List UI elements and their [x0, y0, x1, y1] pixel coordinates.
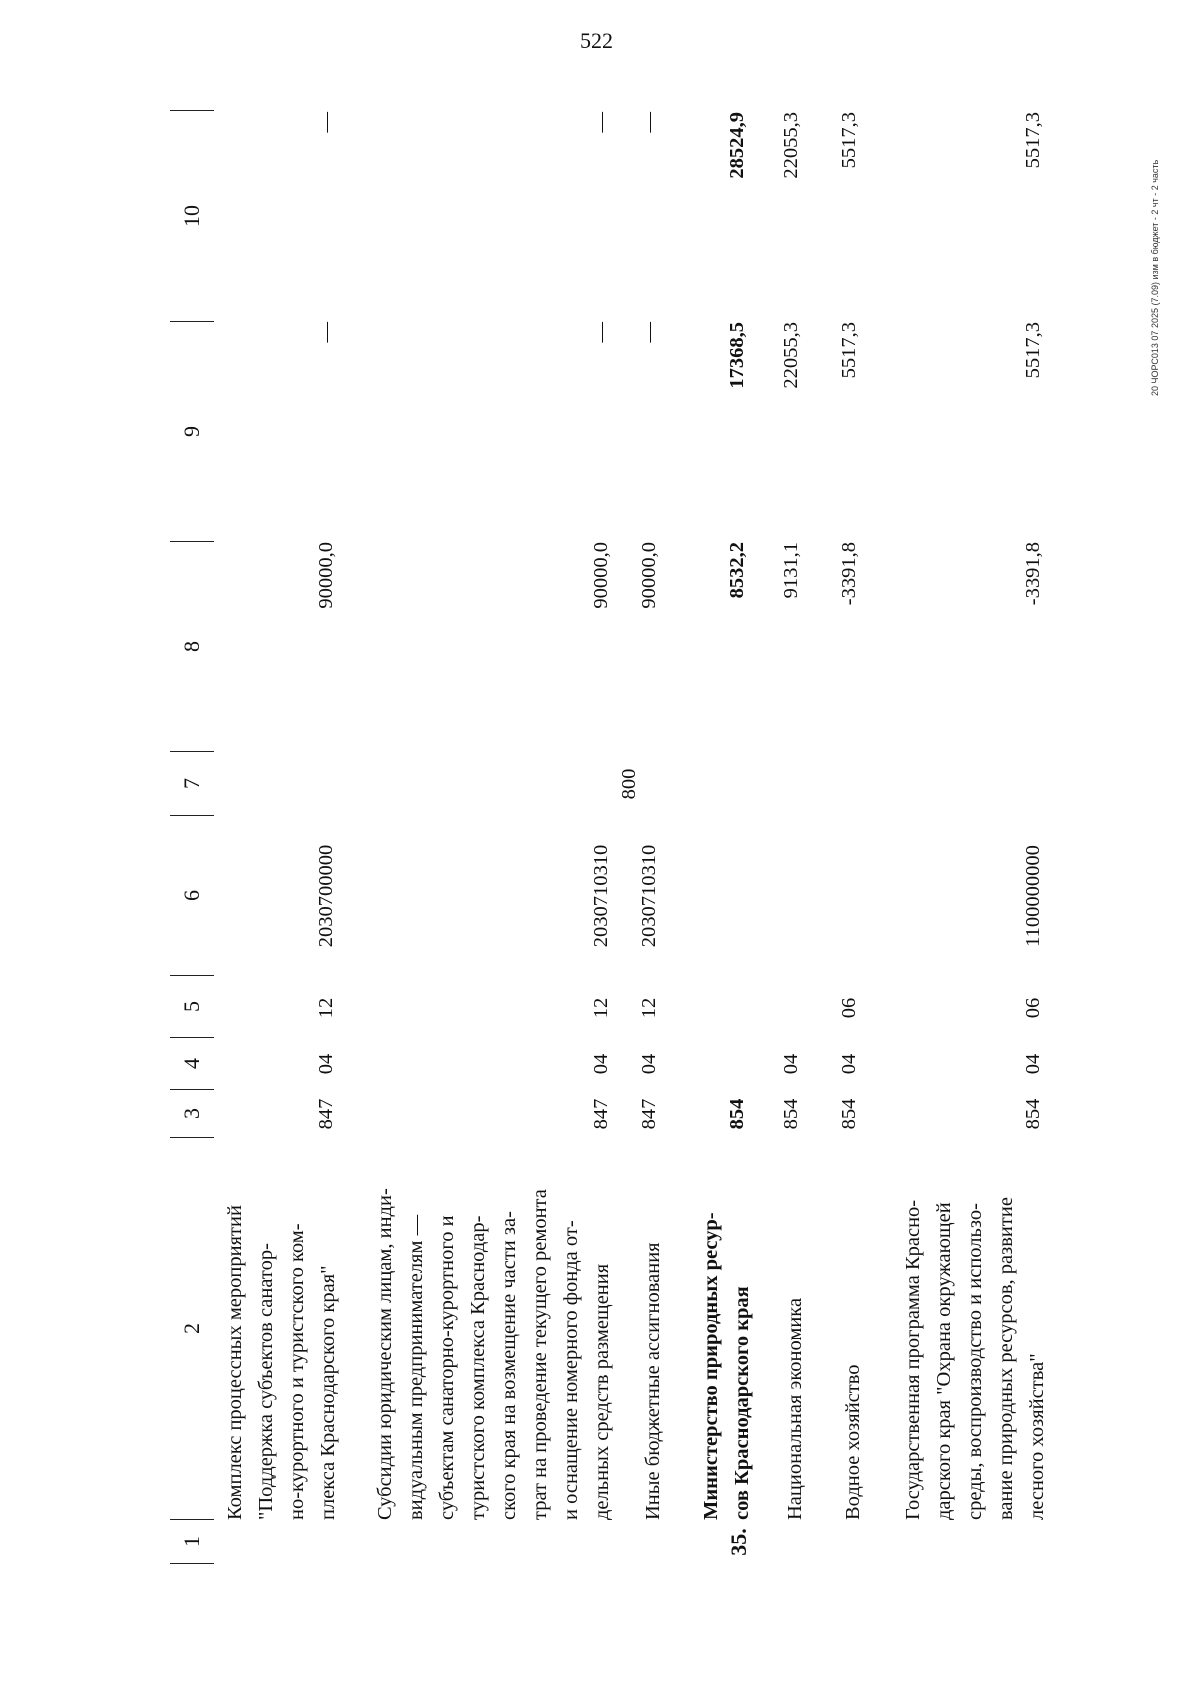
table-row	[838, 104, 878, 1564]
table-header	[170, 104, 214, 1564]
cell-amount-col8: 9131,1	[780, 542, 802, 599]
header-col-2: 2	[170, 1138, 214, 1520]
budget-table	[170, 104, 1090, 1564]
row-name	[370, 1140, 618, 1520]
cell-target-article: 2030700000	[315, 844, 337, 948]
row-name-line: вание природных ресурсов, развитие	[995, 1197, 1017, 1520]
cell-amount-col9: —	[590, 322, 612, 343]
row-name-line: субъектам санаторно-курортного и	[436, 1215, 458, 1520]
row-name-line: плекса Краснодарского края"	[317, 1265, 339, 1520]
cell-amount-col8: 90000,0	[315, 542, 337, 609]
row-name	[220, 1140, 344, 1520]
cell-amount-col9: 22055,3	[780, 322, 802, 389]
cell-ministry: 854	[780, 1098, 802, 1130]
cell-ministry: 854	[726, 1098, 748, 1130]
cell-amount-col9: 5517,3	[1022, 322, 1044, 379]
row-name-line: Министерство природных ресур-	[700, 1212, 722, 1520]
row-name-line: дельных средств размещения	[591, 1263, 613, 1520]
cell-amount-col9: 17368,5	[726, 322, 748, 389]
header-col-8: 8	[170, 542, 214, 752]
cell-amount-col8: 90000,0	[638, 542, 660, 609]
row-name-line: Иные бюджетные ассигнования	[642, 1242, 664, 1520]
row-name-line: Комплекс процессных мероприятий	[224, 1205, 246, 1520]
row-name	[838, 1140, 869, 1520]
cell-section: 04	[315, 1053, 337, 1075]
cell-section: 04	[1022, 1053, 1044, 1075]
cell-section: 04	[838, 1053, 860, 1075]
cell-expense-type: 800	[618, 768, 640, 800]
header-col-5: 5	[170, 976, 214, 1038]
row-name-line: сов Краснодарского края	[731, 1286, 753, 1520]
cell-subsection: 12	[638, 997, 660, 1019]
row-name-line: и оснащение номерного фонда от-	[560, 1220, 582, 1520]
row-name-line: "Поддержка субъектов санатор-	[255, 1243, 277, 1520]
cell-amount-col10: —	[590, 112, 612, 133]
row-name-line: трат на проведение текущего ремонта	[529, 1189, 551, 1520]
table-row	[898, 104, 1068, 1564]
cell-amount-col10: 28524,9	[726, 112, 748, 179]
header-col-10: 10	[170, 110, 214, 322]
cell-section: 04	[638, 1053, 660, 1075]
header-col-1: 1	[170, 1520, 214, 1564]
cell-target-article: 1100000000	[1022, 845, 1044, 947]
cell-subsection: 06	[838, 997, 860, 1019]
document-footer: 20 ЧОРС013 07 2025 (7.09) изм в бюджет - 2 чт - 2 часть	[1150, 159, 1160, 396]
row-name-line: но-курортного и туристского ком-	[286, 1223, 308, 1520]
cell-amount-col10: 5517,3	[1022, 112, 1044, 169]
row-name-line: видуальным предпринимателям —	[405, 1214, 427, 1520]
table-row	[696, 104, 762, 1564]
cell-amount-col8: 90000,0	[590, 542, 612, 609]
table-row	[370, 104, 620, 1564]
cell-amount-col10: —	[638, 112, 660, 133]
row-name-line: дарского края "Охрана окружающей	[933, 1202, 955, 1520]
row-name	[638, 1140, 669, 1520]
cell-ministry: 847	[315, 1098, 337, 1130]
header-col-4: 4	[170, 1038, 214, 1090]
header-col-9: 9	[170, 322, 214, 542]
cell-amount-col9: —	[315, 322, 337, 343]
row-number: 35.	[726, 1528, 751, 1556]
header-col-3: 3	[170, 1090, 214, 1138]
cell-amount-col9: —	[638, 322, 660, 343]
cell-section: 04	[590, 1053, 612, 1075]
cell-ministry: 847	[638, 1098, 660, 1130]
row-name-line: среды, воспроизводство и использо-	[964, 1203, 986, 1520]
row-name-line: туристского комплекса Краснодар-	[467, 1215, 489, 1520]
row-name	[780, 1140, 811, 1520]
cell-ministry: 854	[838, 1098, 860, 1130]
cell-subsection: 12	[315, 997, 337, 1019]
row-name-line: Водное хозяйство	[842, 1364, 864, 1520]
row-name-line: ского края на возмещение части за-	[498, 1211, 520, 1520]
header-col-6: 6	[170, 816, 214, 976]
row-name	[898, 1140, 1053, 1520]
cell-ministry: 854	[1022, 1098, 1044, 1130]
cell-amount-col10: 5517,3	[838, 112, 860, 169]
row-name-line: Национальная экономика	[784, 1297, 806, 1520]
page-number: 522	[580, 28, 613, 53]
cell-amount-col10: 22055,3	[780, 112, 802, 179]
row-name-line: Субсидии юридическим лицам, инди-	[374, 1188, 396, 1520]
table-row	[618, 104, 678, 1564]
cell-section: 04	[780, 1053, 802, 1075]
cell-amount-col8: -3391,8	[1022, 542, 1044, 606]
row-name	[696, 1140, 758, 1520]
table-row	[220, 104, 350, 1564]
cell-amount-col8: -3391,8	[838, 542, 860, 606]
header-col-7: 7	[170, 752, 214, 816]
cell-amount-col9: 5517,3	[838, 322, 860, 379]
cell-subsection: 12	[590, 997, 612, 1019]
cell-subsection: 06	[1022, 997, 1044, 1019]
cell-ministry: 847	[590, 1098, 612, 1130]
cell-amount-col10: —	[315, 112, 337, 133]
cell-target-article: 2030710310	[638, 844, 660, 948]
row-name-line: Государственная программа Красно-	[902, 1199, 924, 1520]
cell-target-article: 2030710310	[590, 844, 612, 948]
table-row	[780, 104, 820, 1564]
cell-amount-col8: 8532,2	[726, 542, 748, 599]
row-name-line: лесного хозяйства"	[1026, 1353, 1048, 1520]
